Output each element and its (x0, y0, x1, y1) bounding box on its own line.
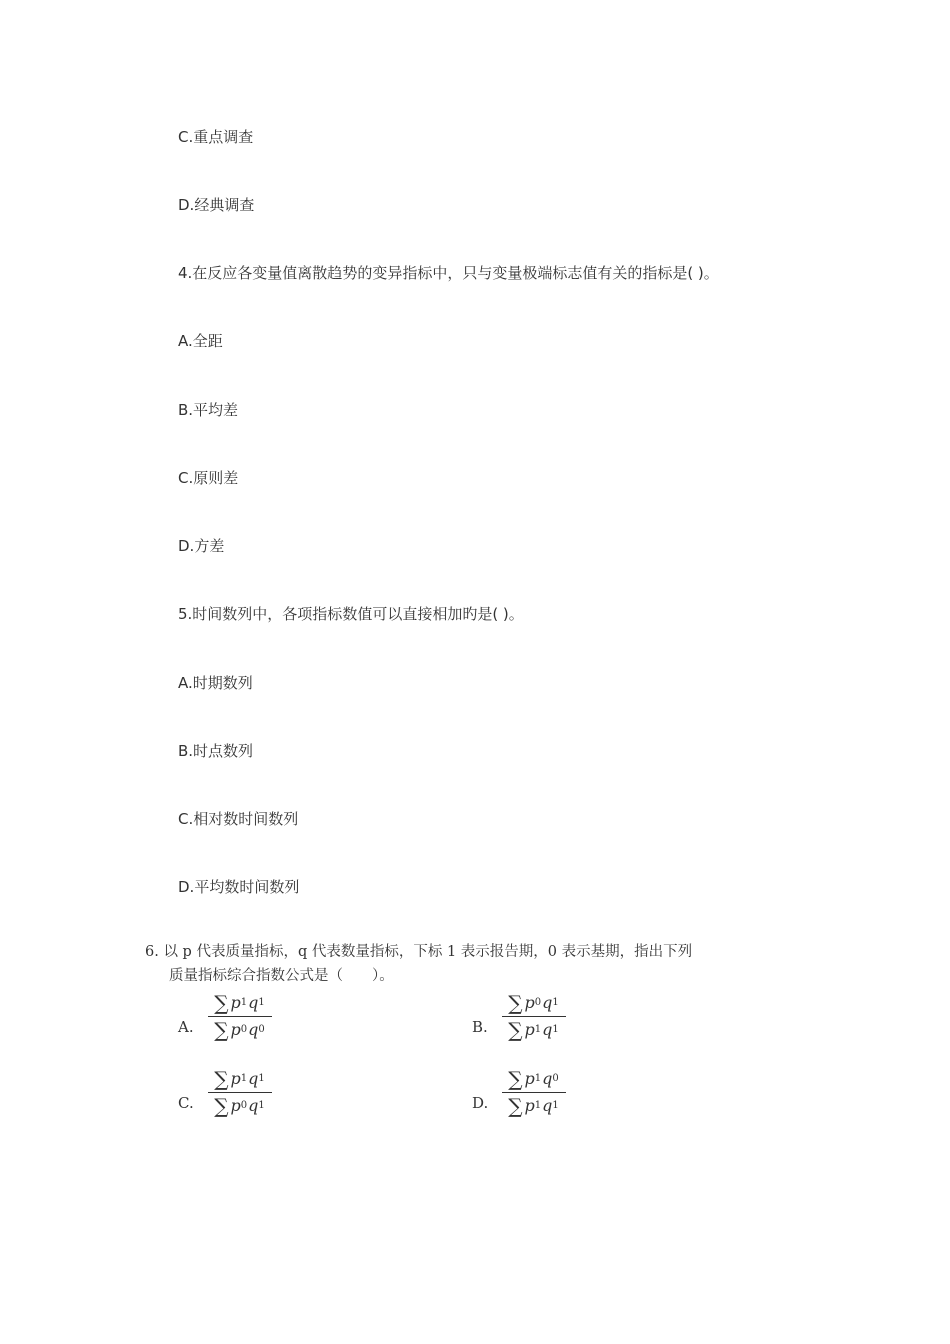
option-label: B. (472, 1018, 488, 1036)
subscript: 1 (552, 1024, 559, 1035)
option-d-classic-survey: D.经典调查 (178, 196, 255, 214)
option-label: D. (472, 1094, 489, 1112)
var-q: q (248, 1096, 259, 1115)
option-label: C. (178, 1094, 194, 1112)
var-q: q (542, 1020, 553, 1039)
subscript: 1 (534, 1024, 542, 1035)
option-b-mean-deviation: B.平均差 (178, 401, 239, 419)
fraction-bar (208, 1092, 272, 1093)
option-c-standard-deviation: C.原则差 (178, 469, 239, 487)
var-q: q (542, 1069, 553, 1088)
var-p: p (230, 1096, 241, 1115)
denominator (212, 1018, 268, 1042)
question-4-text: 4.在反应各变量值离散趋势的变异指标中，只与变量极端标志值有关的指标是( )。 (178, 264, 719, 282)
sum-symbol: ∑ (508, 991, 523, 1015)
fraction (502, 1067, 566, 1118)
question-5-text: 5.时间数列中，各项指标数值可以直接相加旳是( )。 (178, 605, 524, 623)
option-c-key-survey: C.重点调查 (178, 128, 254, 146)
sum-symbol: ∑ (214, 1094, 229, 1118)
fraction-bar (502, 1016, 566, 1017)
option-a-period-series: A.时期数列 (178, 674, 253, 692)
var-q: q (248, 993, 259, 1012)
fraction (502, 991, 566, 1042)
subscript: 0 (240, 1100, 248, 1111)
var-q: q (542, 993, 553, 1012)
var-q: q (248, 1020, 259, 1039)
option-d-average-series: D.平均数时间数列 (178, 878, 300, 896)
question-6-line-1: 6. 以 p 代表质量指标，q 代表数量指标，下标 1 表示报告期，0 表示基期，指出下列 (145, 944, 693, 960)
subscript: 0 (240, 1024, 248, 1035)
subscript: 1 (258, 1100, 265, 1111)
var-p: p (524, 1096, 535, 1115)
fraction-bar (208, 1016, 272, 1017)
subscript: 1 (552, 1100, 559, 1111)
subscript: 1 (240, 1073, 248, 1084)
numerator (212, 1067, 268, 1091)
fraction (208, 1067, 272, 1118)
sum-symbol: ∑ (214, 991, 229, 1015)
option-a-range: A.全距 (178, 332, 223, 350)
numerator (506, 1067, 562, 1091)
var-q: q (542, 1096, 553, 1115)
subscript: 0 (534, 997, 542, 1008)
denominator (212, 1094, 268, 1118)
subscript: 1 (552, 997, 559, 1008)
numerator (506, 991, 562, 1015)
sum-symbol: ∑ (508, 1094, 523, 1118)
sum-symbol: ∑ (214, 1067, 229, 1091)
denominator (506, 1018, 562, 1042)
subscript: 0 (258, 1024, 265, 1035)
var-p: p (230, 1020, 241, 1039)
subscript: 1 (534, 1073, 542, 1084)
question-6-line-2: 质量指标综合指数公式是（ ）。 (169, 968, 394, 984)
option-c-relative-series: C.相对数时间数列 (178, 810, 299, 828)
fraction (208, 991, 272, 1042)
option-d-variance: D.方差 (178, 537, 225, 555)
denominator (506, 1094, 562, 1118)
var-p: p (524, 1020, 535, 1039)
sum-symbol: ∑ (508, 1018, 523, 1042)
sum-symbol: ∑ (508, 1067, 523, 1091)
var-p: p (230, 1069, 241, 1088)
var-p: p (230, 993, 241, 1012)
question-6-text (145, 940, 692, 988)
subscript: 1 (258, 997, 265, 1008)
var-p: p (524, 1069, 535, 1088)
subscript: 1 (258, 1073, 265, 1084)
subscript: 1 (240, 997, 248, 1008)
subscript: 0 (552, 1073, 559, 1084)
var-q: q (248, 1069, 259, 1088)
subscript: 1 (534, 1100, 542, 1111)
numerator (212, 991, 268, 1015)
option-label: A. (178, 1018, 194, 1036)
sum-symbol: ∑ (214, 1018, 229, 1042)
option-b-point-series: B.时点数列 (178, 742, 254, 760)
var-p: p (524, 993, 535, 1012)
fraction-bar (502, 1092, 566, 1093)
